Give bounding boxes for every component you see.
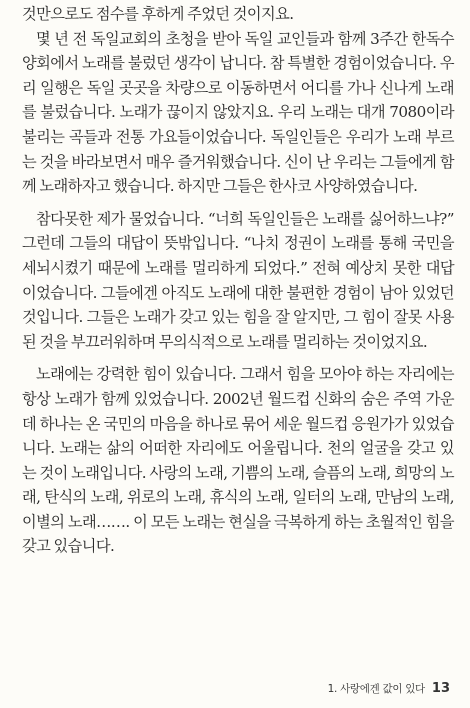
paragraph-question: 참다못한 제가 물었습니다. “너희 독일인들은 노래를 싫어하느냐?” 그런데 그들의 대답이 뜻밖입니다. “나치 정권이 노래를 통해 국민을 세뇌시켰기 때문에 노래를 멀리하게 되었다.” 전혀 예상치 못한 대답이었습니다. 그들에겐 아직도 노래에 대한 불편한 경험이 남아 있었던 것입니다. 그들은 노래가 갖고 있는 힘을 잘 알지만, 그 힘이 잘못 사용된 것을 부끄러워하며 무의식적으로 노래를 멀리하는 것이었지요.: [22, 209, 454, 351]
body-text: [22, 2, 454, 559]
paragraph-continuation: 것만으로도 점수를 후하게 주었던 것이지요.: [22, 5, 294, 23]
page-footer: [328, 681, 450, 696]
paragraph-power-of-song: 노래에는 강력한 힘이 있습니다. 그래서 힘을 모아야 하는 자리에는 항상 노래가 함께 있었습니다. 2002년 월드컵 신화의 숨은 주역 가운데 하나는 온 국민의 마음을 하나로 묶어 세운 월드컵 응원가가 있었습니다. 노래는 삶의 어떠한 자리에도 어울립니다. 천의 얼굴을 갖고 있는 것이 노래입니다. 사랑의 노래, 기쁨의 노래, 슬픔의 노래, 희망의 노래, 탄식의 노래, 위로의 노래, 휴식의 노래, 일터의 노래, 만남의 노래, 이별의 노래……. 이 모든 노래는 현실을 극복하게 하는 초월적인 힘을 갖고 있습니다.: [22, 365, 454, 556]
page-number: 13: [431, 681, 450, 696]
paragraph-germany-trip: 몇 년 전 독일교회의 초청을 받아 독일 교인들과 함께 3주간 한독수양회에서 노래를 불렀던 생각이 납니다. 참 특별한 경험이었습니다. 우리 일행은 독일 곳곳을 차량으로 이동하면서 어디를 가나 신나게 노래를 불렀습니다. 노래가 끊이지 않았지요. 우리 노래는 대개 7080이라 불리는 곡들과 전통 가요들이었습니다. 독일인들은 우리가 노래 부르는 것을 바라보면서 매우 즐거워했습니다. 신이 난 우리는 그들에게 함께 노래하자고 했습니다. 하지만 그들은 한사코 사양하였습니다.: [22, 29, 454, 196]
chapter-title: 1. 사랑에겐 값이 있다: [327, 683, 425, 695]
